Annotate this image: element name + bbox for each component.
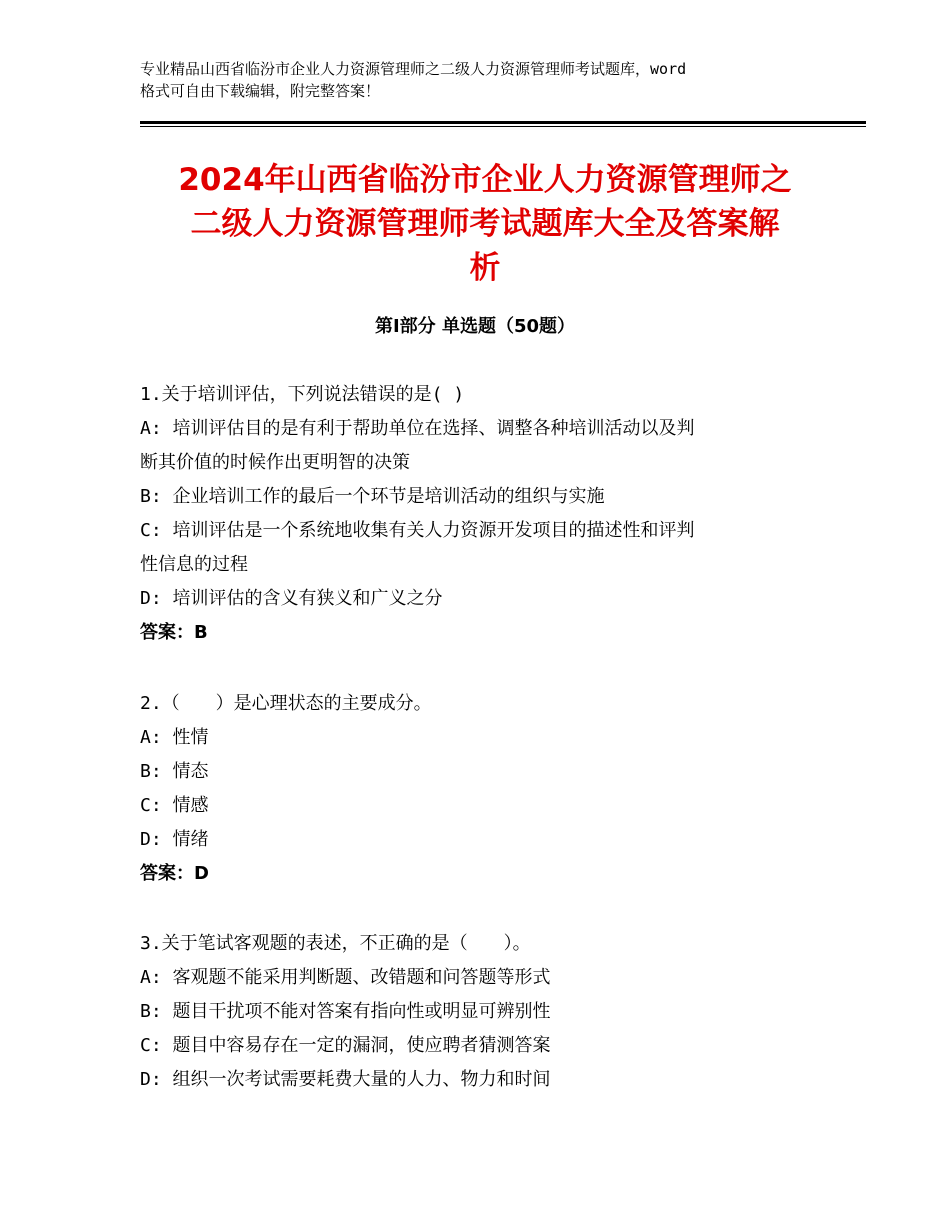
option-d: D: 情绪 <box>140 829 209 850</box>
header-line-1: 专业精品山西省临汾市企业人力资源管理师之二级人力资源管理师考试题库，word <box>140 60 687 78</box>
title-line-3: 析 <box>469 250 501 286</box>
answer: 答案：D <box>140 863 209 884</box>
option-a: A: 培训评估目的是有利于帮助单位在选择、调整各种培训活动以及判 <box>140 418 695 439</box>
option-c: C: 题目中容易存在一定的漏洞，使应聘者猜测答案 <box>140 1035 551 1056</box>
option-a-continued: 断其价值的时候作出更明智的决策 <box>140 452 410 473</box>
option-d: D: 培训评估的含义有狭义和广义之分 <box>140 588 443 609</box>
question-stem: 3.关于笔试客观题的表述，不正确的是（ ）。 <box>140 933 531 954</box>
section-heading: 第Ⅰ部分 单选题（50题） <box>374 316 575 337</box>
option-d: D: 组织一次考试需要耗费大量的人力、物力和时间 <box>140 1069 551 1090</box>
header-rule-thin <box>140 126 866 127</box>
option-c-continued: 性信息的过程 <box>140 554 248 575</box>
option-a: A: 客观题不能采用判断题、改错题和问答题等形式 <box>140 967 551 988</box>
option-b: B: 企业培训工作的最后一个环节是培训活动的组织与实施 <box>140 486 605 507</box>
option-b: B: 题目干扰项不能对答案有指向性或明显可辨别性 <box>140 1001 551 1022</box>
question-stem: 2.（ ）是心理状态的主要成分。 <box>140 693 432 714</box>
header-rule-thick <box>140 121 866 124</box>
option-b: B: 情态 <box>140 761 209 782</box>
document-header <box>140 58 830 102</box>
title-line-2: 二级人力资源管理师考试题库大全及答案解 <box>190 206 780 242</box>
option-a: A: 性情 <box>140 727 209 748</box>
document-title <box>120 158 850 290</box>
question-stem: 1.关于培训评估，下列说法错误的是( ) <box>140 384 465 405</box>
option-c: C: 情感 <box>140 795 209 816</box>
question-1 <box>140 378 820 650</box>
option-c: C: 培训评估是一个系统地收集有关人力资源开发项目的描述性和评判 <box>140 520 695 541</box>
answer: 答案：B <box>140 622 208 643</box>
title-line-1: 2024年山西省临汾市企业人力资源管理师之 <box>178 162 792 198</box>
question-2 <box>140 687 820 891</box>
question-3 <box>140 927 820 1097</box>
header-line-2: 格式可自由下载编辑，附完整答案！ <box>140 82 381 100</box>
